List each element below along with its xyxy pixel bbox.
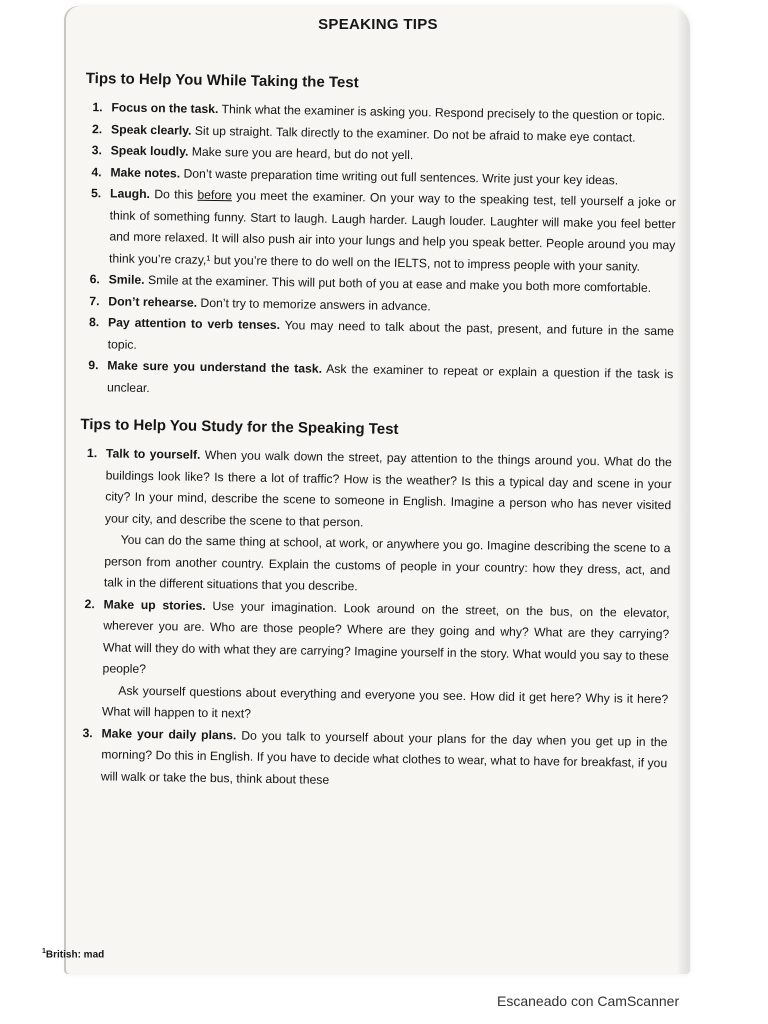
tip-item xyxy=(83,183,676,278)
scanner-watermark: Escaneado con CamScanner xyxy=(497,993,680,1009)
tip-lead: Pay attention to verb tenses. xyxy=(107,315,281,333)
tip-lead: Smile. xyxy=(108,272,145,287)
page-edge-shadow xyxy=(676,6,690,974)
section-heading-test: Tips to Help You While Taking the Test xyxy=(85,70,359,92)
tip-text: Sit up straight. Talk directly to the examiner. Do not be afraid to make eye contact. xyxy=(191,123,636,145)
tip-underlined-word: before xyxy=(197,187,233,203)
tip-number: 8. xyxy=(88,315,100,330)
footnote-text: mad xyxy=(80,949,105,961)
tip-lead: Laugh. xyxy=(109,186,151,202)
footnote-label: British: xyxy=(45,949,81,961)
tip-text: Smile at the examiner. This will put both of you at ease and make you both more comfortable. xyxy=(144,272,652,295)
tip-text: Ask the examiner to repeat or explain a question if the task is unclear. xyxy=(106,361,674,395)
tip-text: When you walk down the street, pay attention to the things around you. What do the buildings look like? Is there a lot of traffic? How is the weather? Is this a typical day and scene in your city? In your mind, describe the scene to someone in English. Imagine a person who has never visited your city, and describe the scene to that person. xyxy=(104,447,673,529)
tip-text: Don’t try to memorize answers in advance. xyxy=(196,295,431,313)
tip-lead: Focus on the task. xyxy=(111,100,219,117)
tip-item xyxy=(76,593,670,731)
tip-lead: Don’t rehearse. xyxy=(108,293,198,310)
section-heading-study: Tips to Help You Study for the Speaking Test xyxy=(80,415,399,438)
tip-number: 3. xyxy=(82,725,93,740)
tip-number: 7. xyxy=(89,293,100,308)
tip-item xyxy=(81,355,674,407)
tip-text: Use your imagination. Look around on the street, on the bus, on the elevator, wherever you are. Who are those people? Where are they going and why? What are they carrying? What will they do with what they are carrying? Imagine yourself in the story. What would you say to these people? xyxy=(102,598,670,677)
tip-text: You may need to talk about the past, present, and future in the same topic. xyxy=(107,318,675,352)
tip-lead: Make up stories. xyxy=(103,596,206,613)
tip-number: 1. xyxy=(86,446,98,461)
tip-number: 4. xyxy=(91,164,102,179)
tip-paragraph: You can do the same thing at school, at work, or anywhere you go. Imagine describing the scene to a person from another country. Explain the customs of people in your country: how they dress, act, and talk in the different situations that you describe. xyxy=(103,532,671,594)
tip-text: Make sure you are heard, but do not yell. xyxy=(188,144,414,163)
footnote-mark: 1 xyxy=(42,948,46,955)
test-tips-list xyxy=(81,97,678,407)
tip-number: 3. xyxy=(91,143,103,158)
tip-lead: Talk to yourself. xyxy=(105,446,201,462)
tip-lead: Make your daily plans. xyxy=(101,725,237,742)
tip-lead: Speak loudly. xyxy=(110,143,189,159)
tip-number: 1. xyxy=(92,100,103,115)
tip-number: 9. xyxy=(88,358,99,373)
tip-paragraph: Ask yourself questions about everything and everyone you see. How did it get here? Why is it here? What will happen to it next? xyxy=(101,683,669,721)
tip-lead: Make notes. xyxy=(110,164,181,180)
tip-lead: Make sure you understand the task. xyxy=(107,358,323,376)
tip-text: Don’t waste preparation time writing out full sentences. Write just your key ideas. xyxy=(180,165,619,187)
tip-number: 6. xyxy=(89,272,100,287)
tip-item xyxy=(78,443,672,603)
tip-number: 2. xyxy=(91,121,103,136)
tip-text: Do you talk to yourself about your plans for the day when you get up in the morning? Do this in English. If you have to decide what clothes to wear, what to have for breakfast, if you will walk or take the bus, think about these xyxy=(100,727,668,787)
tip-text: Do this xyxy=(149,187,198,202)
tip-item xyxy=(75,722,668,796)
tip-lead: Speak clearly. xyxy=(110,121,192,138)
page-content xyxy=(75,70,678,796)
footnote xyxy=(42,948,104,960)
book-page xyxy=(66,6,690,974)
tip-text: you meet the examiner. On your way to the speaking test, tell yourself a joke or think of something funny. Start to laugh. Laugh harder. Laugh louder. Laughter will make you feel better and more relaxed. It will also push air into your lungs and help you speak better. People around you may think you’re crazy,¹ but you’re there to do well on the IELTS, not to impress people with your sanity. xyxy=(108,188,677,274)
page-title: SPEAKING TIPS xyxy=(318,16,438,33)
study-tips-list xyxy=(75,443,672,796)
tip-text: Think what the examiner is asking you. Respond precisely to the question or topic. xyxy=(218,102,666,124)
tip-number: 5. xyxy=(90,186,102,201)
tip-number: 2. xyxy=(84,596,95,611)
